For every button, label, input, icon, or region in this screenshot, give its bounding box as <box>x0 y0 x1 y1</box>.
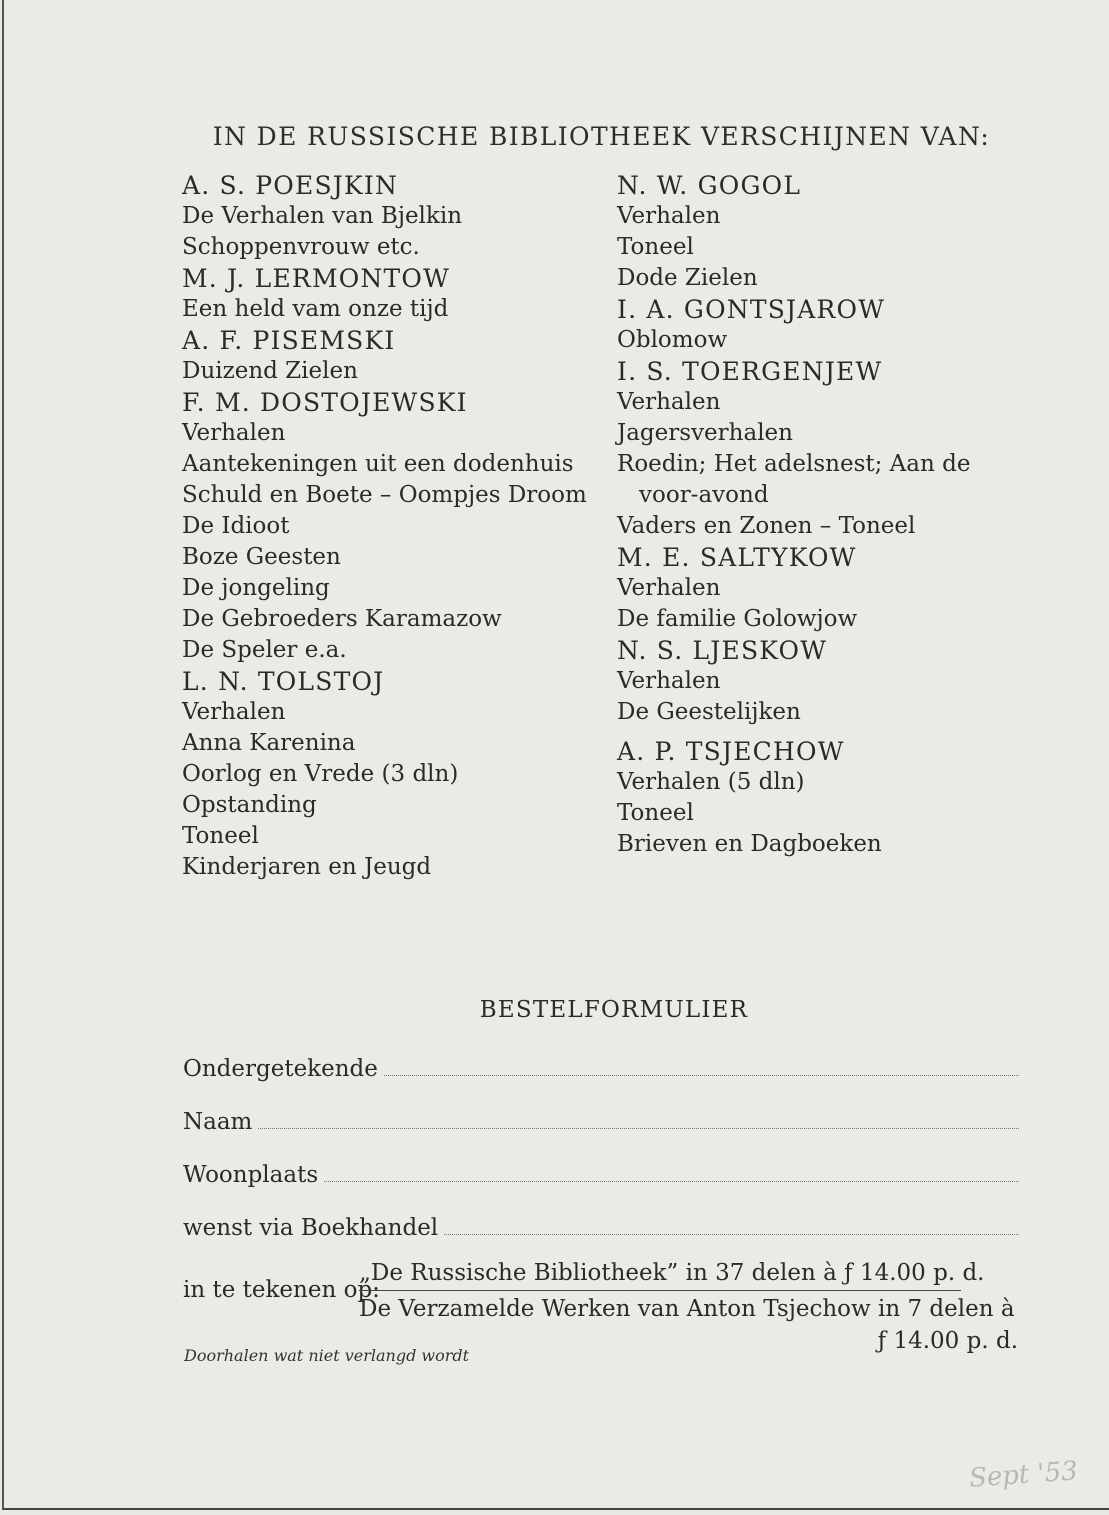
option-tsjechow-werken[interactable]: De Verzamelde Werken van Anton Tsjechow in 7 delen à <box>359 1296 1015 1322</box>
author-name: I. S. TOERGENJEW <box>617 357 883 386</box>
author-name: A. F. PISEMSKI <box>182 326 396 355</box>
catalog-page <box>2 0 1109 1510</box>
work-title: Verhalen (5 dln) <box>617 769 805 795</box>
work-title: Dode Zielen <box>617 265 758 291</box>
work-title: Kinderjaren en Jeugd <box>182 854 432 880</box>
author-name: M. J. LERMONTOW <box>182 264 450 293</box>
work-title: De jongeling <box>182 575 330 601</box>
author-block <box>617 356 1037 542</box>
author-block <box>617 542 1037 635</box>
work-title: Schoppenvrouw etc. <box>182 234 420 260</box>
field-label: wenst via Boekhandel <box>183 1215 439 1241</box>
work-title: Toneel <box>617 800 694 826</box>
author-name: A. S. POESJKIN <box>182 171 399 200</box>
dotted-fill-line[interactable] <box>324 1181 1019 1182</box>
dotted-fill-line[interactable] <box>258 1128 1019 1129</box>
work-title: Roedin; Het adelsnest; Aan de voor-avond <box>617 451 971 508</box>
author-name: N. W. GOGOL <box>617 171 802 200</box>
author-name: F. M. DOSTOJEWSKI <box>182 388 468 417</box>
work-title: De Idioot <box>182 513 290 539</box>
work-title: Boze Geesten <box>182 544 341 570</box>
work-title: Verhalen <box>617 389 721 415</box>
work-title: De Geestelijken <box>617 699 801 725</box>
work-title: Een held vam onze tijd <box>182 296 449 322</box>
work-title: Toneel <box>182 823 259 849</box>
page-heading: IN DE RUSSISCHE BIBLIOTHEEK VERSCHIJNEN VAN: <box>212 122 991 151</box>
work-title: Verhalen <box>617 203 721 229</box>
field-woonplaats[interactable] <box>183 1158 1019 1188</box>
option-russische-bibliotheek[interactable]: „De Russische Bibliotheek” in 37 delen à ƒ 14.00 p. d. <box>359 1260 961 1291</box>
work-title: Aantekeningen uit een dodenhuis <box>182 451 574 477</box>
field-ondergetekende[interactable] <box>183 1052 1019 1082</box>
field-boekhandel[interactable] <box>183 1211 1019 1241</box>
work-title: De Verhalen van Bjelkin <box>182 203 463 229</box>
work-title: Schuld en Boete – Oompjes Droom <box>182 482 587 508</box>
left-author-column <box>182 170 592 883</box>
work-title: Verhalen <box>182 420 286 446</box>
author-block <box>182 666 592 883</box>
author-name: M. E. SALTYKOW <box>617 543 857 572</box>
option-tsjechow-price: ƒ 14.00 p. d. <box>877 1328 1018 1354</box>
work-title: Brieven en Dagboeken <box>617 831 882 857</box>
work-title: Verhalen <box>182 699 286 725</box>
author-block <box>182 170 592 263</box>
author-block <box>182 325 592 387</box>
work-title: Vaders en Zonen – Toneel <box>617 513 916 539</box>
work-title: Oblomow <box>617 327 728 353</box>
author-block <box>617 170 1037 294</box>
author-name: L. N. TOLSTOJ <box>182 667 385 696</box>
work-title: Anna Karenina <box>182 730 356 756</box>
author-block <box>617 635 1037 728</box>
author-name: A. P. TSJECHOW <box>617 737 845 766</box>
author-block <box>182 387 592 666</box>
author-name: I. A. GONTSJAROW <box>617 295 886 324</box>
work-title: De familie Golowjow <box>617 606 858 632</box>
work-title: Duizend Zielen <box>182 358 358 384</box>
work-title: Verhalen <box>617 575 721 601</box>
author-block <box>617 736 1037 860</box>
author-block <box>617 294 1037 356</box>
author-name: N. S. LJESKOW <box>617 636 828 665</box>
work-title: Opstanding <box>182 792 317 818</box>
field-label: Ondergetekende <box>183 1056 378 1082</box>
right-author-column <box>617 170 1037 860</box>
author-block <box>182 263 592 325</box>
work-title: Jagersverhalen <box>617 420 793 446</box>
dotted-fill-line[interactable] <box>384 1075 1019 1076</box>
dotted-fill-line[interactable] <box>444 1234 1019 1235</box>
work-title: Verhalen <box>617 668 721 694</box>
field-label: Naam <box>183 1109 253 1135</box>
field-label: Woonplaats <box>183 1162 319 1188</box>
work-title: De Gebroeders Karamazow <box>182 606 502 632</box>
subscribe-label: in te tekenen op: <box>183 1277 380 1303</box>
work-title: Oorlog en Vrede (3 dln) <box>182 761 459 787</box>
field-naam[interactable] <box>183 1105 1019 1135</box>
work-title: Toneel <box>617 234 694 260</box>
order-form-title: BESTELFORMULIER <box>479 997 749 1023</box>
handwritten-date: Sept '53 <box>968 1456 1079 1494</box>
work-title: De Speler e.a. <box>182 637 347 663</box>
strike-out-note: Doorhalen wat niet verlangd wordt <box>184 1346 470 1365</box>
